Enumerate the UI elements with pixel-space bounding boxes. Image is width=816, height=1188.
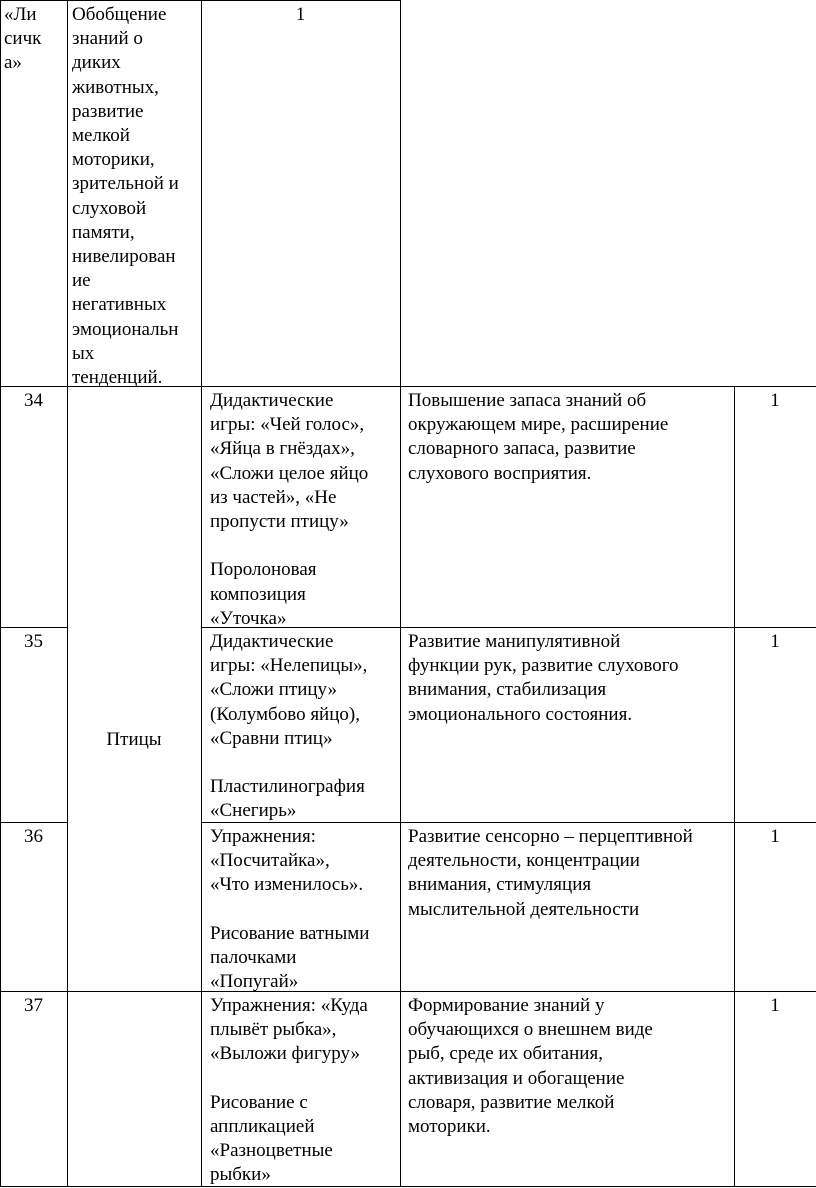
row-35-number: 35 [24, 631, 43, 652]
col-line-1 [67, 0, 68, 1187]
row-35-goals: Развитие манипулятивной функции рук, развитие слухового внимания, стабилизация эмоционального состояния. [408, 631, 679, 725]
row-34-activities: Дидактические игры: «Чей голос», «Яйца в гнёздах», «Сложи целое яйцо из частей», «Не пропусти птицу» Поролоновая композиция «Уточка» [210, 390, 369, 629]
row-34-goals: Повышение запаса знаний об окружающем мире, расширение словарного запаса, развитие слухового восприятия. [408, 390, 669, 484]
row-34-hours: 1 [770, 390, 780, 411]
col-line-3 [400, 0, 401, 1187]
row-36-hours: 1 [770, 826, 780, 847]
row-37-goals: Формирование знаний у обучающихся о внешнем виде рыб, среде их обитания, активизация и обогащение словаря, развитие мелкой моторики. [408, 995, 653, 1138]
row-37-activities: Упражнения: «Куда плывёт рыбка», «Выложи фигуру» Рисование с аппликацией «Разноцветные рыбки» [210, 995, 368, 1186]
top-row-description: Обобщение знаний о диких животных, развитие мелкой моторики, зрительной и слуховой памяти, нивелирован ие негативных эмоциональн ых тенденций. [72, 4, 179, 389]
row-37-number: 37 [24, 995, 43, 1016]
row-divider-36a [0, 822, 67, 823]
row-36-number: 36 [24, 826, 43, 847]
row-36-activities: Упражнения: «Посчитайка», «Что изменилось». Рисование ватными палочками «Попугай» [210, 826, 370, 993]
topic-birds: Птицы [106, 729, 162, 750]
table-border-bottom [0, 1186, 816, 1187]
top-row-title: «Ли сичк а» [4, 4, 42, 74]
col-line-4 [734, 386, 735, 1187]
top-row-hours: 1 [295, 4, 306, 25]
row-divider-37 [0, 991, 816, 992]
row-36-goals: Развитие сенсорно – перцептивной деятельности, концентрации внимания, стимуляция мыслительной деятельности [408, 826, 693, 920]
row-34-number: 34 [24, 390, 43, 411]
col-line-2 [201, 0, 202, 1187]
table-border-top [0, 0, 400, 1]
row-37-hours: 1 [770, 995, 780, 1016]
row-divider-35a [0, 627, 67, 628]
row-35-hours: 1 [770, 631, 780, 652]
row-35-activities: Дидактические игры: «Нелепицы», «Сложи птицу» (Колумбово яйцо), «Сравни птиц» Пластилинография «Снегирь» [210, 631, 368, 822]
